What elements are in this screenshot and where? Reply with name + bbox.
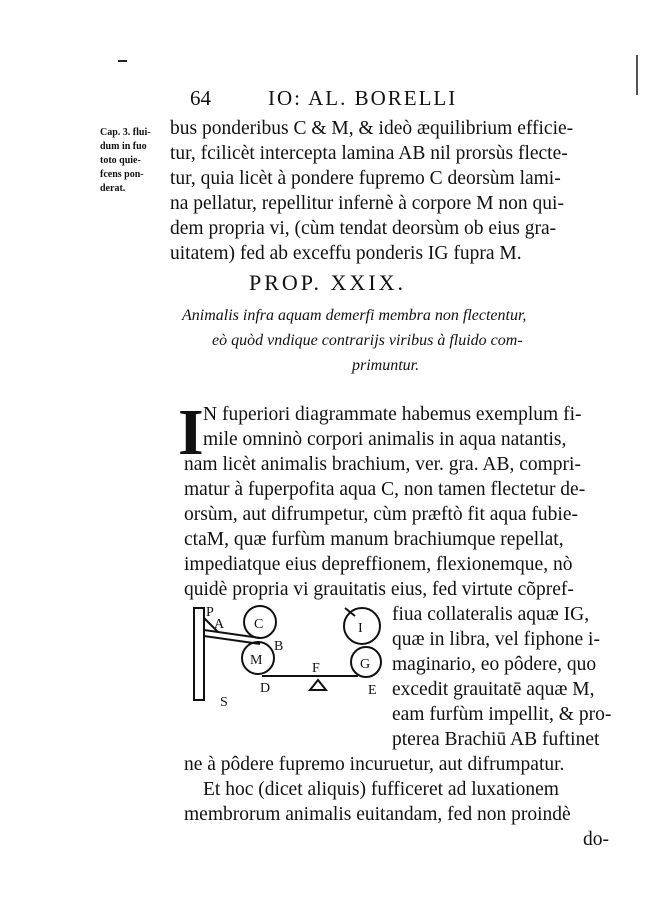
body-line: membrorum animalis euitandam, fed non proindè [184, 804, 571, 825]
body-line: matur à fuperpofita aqua C, non tamen flectetur de- [184, 479, 586, 500]
label-a: A [214, 617, 225, 632]
proposition-statement-line: eò quòd vndique contrarijs viribus à fluido com- [212, 332, 523, 349]
proposition-statement-line: Animalis infra aquam demerfi membra non flectentur, [182, 307, 527, 324]
paragraph-line: dem propria vi, (cùm tendat deorsùm ob eius gra- [170, 218, 557, 239]
fulcrum-triangle [310, 680, 326, 690]
paragraph-line: na pellatur, repellitur infernè à corpore M non qui- [170, 193, 564, 214]
label-i: I [358, 621, 363, 636]
body-line: ne à pôdere fupremo incuruetur, aut difrumpatur. [184, 754, 565, 775]
label-m: M [250, 653, 263, 668]
label-s: S [220, 695, 228, 710]
running-head: IO: AL. BORELLI [268, 86, 458, 110]
body-line: excedit grauitatē aquæ M, [392, 679, 595, 700]
label-g: G [360, 657, 371, 672]
paragraph-line: bus ponderibus C & M, & ideò æquilibrium efficie- [170, 118, 574, 139]
margin-note-line: dum in fuo [100, 141, 147, 152]
margin-note-line: toto quie- [100, 155, 141, 166]
body-line: quidè propria vi grauitatis eius, fed virtute cõpref- [184, 579, 574, 600]
margin-note-line: derat. [100, 183, 126, 194]
margin-note [100, 126, 168, 196]
body-line: maginario, eo pôdere, quo [392, 654, 597, 675]
label-c: C [254, 617, 264, 632]
paragraph-line: tur, quia licèt à pondere fupremo C deorsùm lami- [170, 168, 561, 189]
label-b: B [274, 639, 284, 654]
body-line: N fuperiori diagrammate habemus exemplum fi- [203, 404, 582, 425]
body-line: ctaM, quæ furfùm manum brachiumque repellat, [184, 529, 564, 550]
drop-cap: I [178, 396, 204, 469]
paragraph-line: tur, fcilicèt intercepta lamina AB nil prorsùs flecte- [170, 143, 568, 164]
page-edge-mark [636, 55, 638, 95]
proposition-statement-line: primuntur. [352, 357, 420, 374]
wall-post [194, 608, 204, 700]
body-line: quæ in libra, vel fiphone i- [392, 629, 600, 650]
label-d: D [260, 681, 271, 696]
fluid-equilibrium-diagram [190, 600, 390, 710]
margin-note-line: fcens pon- [100, 169, 144, 180]
proposition-title: PROP. XXIX. [248, 270, 407, 295]
label-f: F [312, 661, 320, 676]
body-line: fiua collateralis aquæ IG, [392, 604, 590, 625]
paragraph-line: uitatem) fed ab exceffu ponderis IG fupra M. [170, 243, 522, 264]
page-header [190, 86, 610, 114]
margin-note-line: Cap. 3. flui- [100, 127, 151, 138]
catchword: do- [583, 829, 609, 850]
body-line: mile omninò corpori animalis in aqua natantis, [203, 429, 567, 450]
page-number: 64 [190, 86, 211, 110]
body-line: nam licèt animalis brachium, ver. gra. AB, compri- [184, 454, 581, 475]
label-p: P [206, 605, 214, 620]
body-line: orsùm, aut difrumpetur, cùm præftò fit aqua fubie- [184, 504, 578, 525]
label-e: E [368, 683, 377, 698]
body-line: eam furfùm impellit, & pro- [392, 704, 612, 725]
body-line: pterea Brachiū AB fuftinet [392, 729, 600, 750]
body-line: Et hoc (dicet aliquis) fufficeret ad luxationem [203, 779, 559, 800]
body-line: impediatque eius depreffionem, flexionemque, nò [184, 554, 573, 575]
page-mark [118, 60, 127, 62]
